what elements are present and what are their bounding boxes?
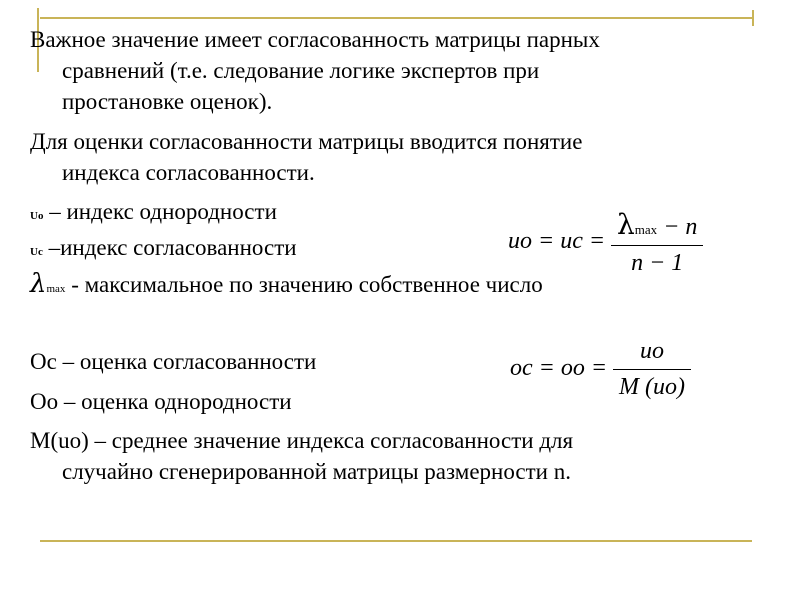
formula-lhs: oc = oo =: [510, 355, 608, 382]
fraction-numerator: uo: [613, 338, 691, 370]
formula-consistency-index: [508, 208, 703, 277]
formula-fraction: [611, 208, 703, 277]
formula-fraction: [613, 338, 691, 401]
text-line: Для оценки согласованности матрицы вводится понятие: [30, 129, 583, 154]
fraction-numerator: [611, 208, 703, 246]
text-line: простановке оценок).: [62, 89, 273, 114]
paragraph-consistency-importance: [30, 24, 760, 117]
text-line: сравнений (т.е. следование логике экспертов при: [62, 58, 540, 83]
lambda-symbol: λ: [30, 269, 47, 299]
numerator-rest: − n: [657, 214, 698, 240]
uc-symbol: Uc: [30, 246, 43, 258]
paragraph-consistency-index-intro: [30, 126, 760, 188]
bottom-divider: [40, 540, 752, 542]
oo-text: Оо – оценка однородности: [30, 389, 292, 414]
fraction-denominator: M (uo): [619, 374, 686, 400]
definition-muo: [30, 425, 760, 487]
lambda-subscript: max: [46, 283, 66, 295]
oc-text: Ос – оценка согласованности: [30, 349, 317, 374]
top-divider: [40, 17, 752, 19]
text-line: случайно сгенерированной матрицы размерности n.: [62, 459, 571, 484]
uo-symbol: Uo: [30, 210, 44, 222]
fraction-denominator: n − 1: [631, 250, 684, 276]
formula-consistency-ratio: [510, 338, 691, 401]
text-line: Важное значение имеет согласованность матрицы парных: [30, 27, 600, 52]
lambda-subscript: max: [634, 222, 658, 237]
formula-lhs: uo = uc =: [508, 228, 606, 255]
text-line: индекса согласованности.: [62, 160, 315, 185]
uo-text: – индекс однородности: [43, 199, 277, 224]
lambda-symbol: λ: [617, 208, 635, 241]
lambda-text: - максимальное по значению собственное число: [65, 272, 543, 297]
uc-text: –индекс согласованности: [42, 235, 297, 260]
text-line: М(uo) – среднее значение индекса согласованности для: [30, 428, 574, 453]
